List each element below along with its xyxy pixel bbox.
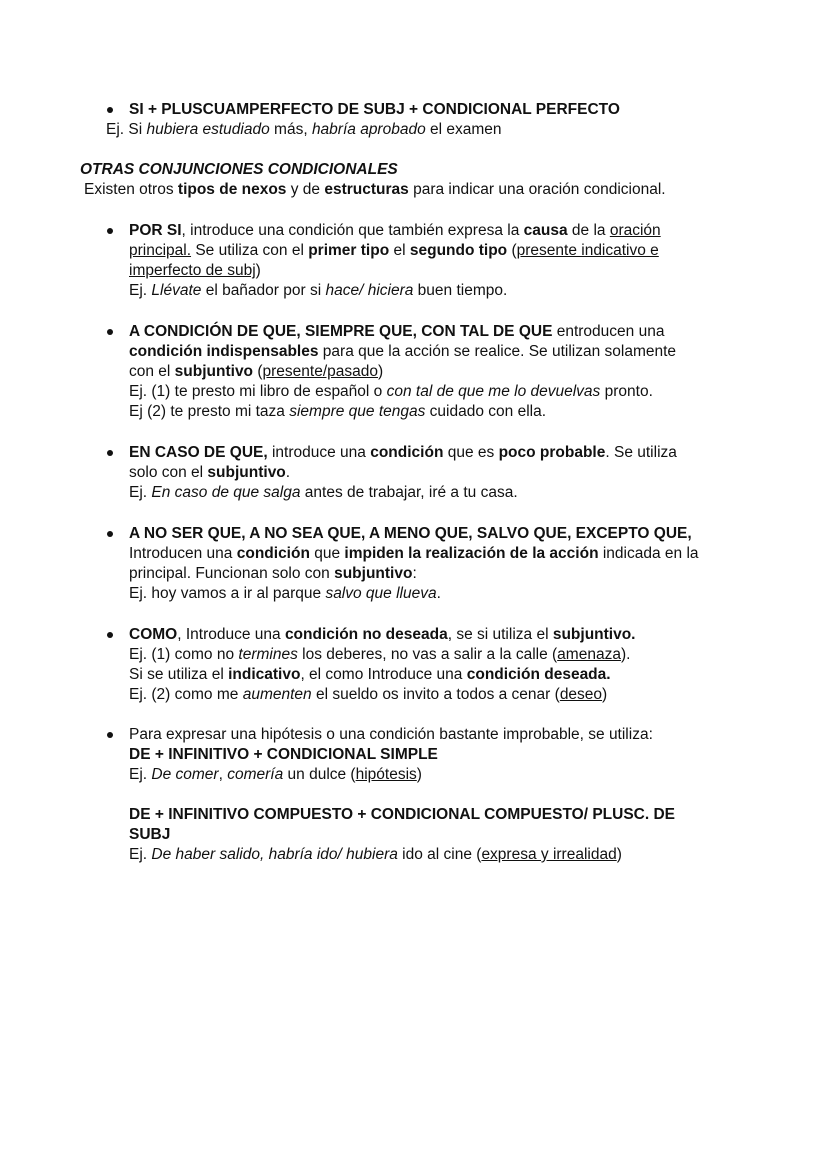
text: el sueldo os invito a todos a cenar ( [311, 686, 560, 703]
text: introduce una [267, 444, 371, 461]
text: Ej. hoy vamos a ir al parque [129, 585, 326, 602]
text: antes de trabajar, iré a tu casa. [300, 484, 518, 501]
text-underlined: imperfecto de subj [129, 262, 256, 279]
example-line [129, 483, 769, 503]
text: Ej. (1) te presto mi libro de español o [129, 383, 387, 400]
text: más, [269, 121, 312, 138]
formula-line [129, 100, 769, 120]
text-bold: condición indispensables [129, 343, 319, 360]
text-bold: estructuras [324, 181, 409, 198]
text-bold: tipos de nexos [177, 181, 287, 198]
bullet-a-no-ser-que [129, 524, 769, 604]
bullet-icon [107, 531, 113, 537]
bullet-icon [107, 632, 113, 638]
section-title-text: OTRAS CONJUNCIONES CONDICIONALES [80, 161, 398, 178]
bullet-icon [107, 450, 113, 456]
text-italic: con tal de que me lo devuelvas [386, 383, 601, 400]
formula-line [129, 805, 769, 825]
bullet-icon [107, 329, 113, 335]
text-underlined: expresa y irrealidad [481, 846, 617, 863]
text-underlined: principal. [129, 242, 192, 259]
example-line [106, 120, 502, 140]
text: ) [416, 766, 422, 783]
text: Ej. (2) como me [129, 686, 243, 703]
text: un dulce ( [283, 766, 356, 783]
paragraph-line [129, 221, 769, 241]
text: buen tiempo. [413, 282, 508, 299]
text: Ej. (1) como no [129, 646, 239, 663]
example-line [129, 584, 769, 604]
text-underlined: presente indicativo e [516, 242, 659, 259]
section-title [80, 160, 398, 180]
text-italic: salvo que llueva [325, 585, 437, 602]
example-line [129, 845, 769, 865]
text-bold: primer tipo [308, 242, 390, 259]
text: Ej. [129, 484, 152, 501]
text-bold: subjuntivo [334, 565, 413, 582]
text-italic: De haber salido, habría ido/ hubiera [151, 846, 398, 863]
text: , introduce una condición que también expresa la [181, 222, 524, 239]
paragraph-line [129, 544, 769, 564]
text-bold: indicativo [228, 666, 301, 683]
example-line [129, 402, 769, 422]
text: y de [286, 181, 325, 198]
text-italic: hubiera estudiado [146, 121, 270, 138]
text-bold: subjuntivo. [552, 626, 636, 643]
text: con el [129, 363, 175, 380]
text-bold: A NO SER QUE, A NO SEA QUE, A MENO QUE, SALVO QUE, EXCEPTO QUE, [129, 525, 692, 542]
text-underlined: deseo [559, 686, 603, 703]
section-intro [84, 180, 666, 200]
text-bold: DE + INFINITIVO COMPUESTO + CONDICIONAL COMPUESTO/ PLUSC. DE [129, 806, 676, 823]
text-italic: habría aprobado [311, 121, 426, 138]
text-bold: EN CASO DE QUE, [129, 444, 268, 461]
text: el examen [425, 121, 502, 138]
text-bold: POR SI [129, 222, 182, 239]
text: pronto. [600, 383, 653, 400]
text-bold: subjuntivo [174, 363, 254, 380]
text: Ej. [129, 766, 152, 783]
text: para que la acción se realice. Se utilizan solamente [318, 343, 677, 360]
formula-line [129, 745, 769, 765]
bullet-por-si [129, 221, 769, 301]
bullet-en-caso-de-que [129, 443, 769, 503]
text: el bañador por si [201, 282, 326, 299]
bullet-icon [107, 228, 113, 234]
text-bold: condición [370, 444, 444, 461]
text: ). [620, 646, 631, 663]
text-bold: poco probable [498, 444, 606, 461]
text-bold: condición deseada. [466, 666, 611, 683]
text-italic: hace/ hiciera [325, 282, 414, 299]
text-italic: De comer [151, 766, 219, 783]
text-italic: Llévate [151, 282, 202, 299]
text: : [412, 565, 417, 582]
text: . Se utiliza [605, 444, 677, 461]
text-italic: comería [227, 766, 284, 783]
text: ) [255, 262, 261, 279]
example-line [129, 281, 769, 301]
text: , [218, 766, 228, 783]
text-bold: A CONDICIÓN DE QUE, SIEMPRE QUE, CON TAL DE QUE [129, 323, 553, 340]
paragraph-line [129, 665, 769, 685]
bullet-icon [107, 107, 113, 113]
paragraph-line [129, 241, 769, 261]
paragraph-line [129, 524, 769, 544]
text-bold: subjuntivo [207, 464, 286, 481]
formula-line [129, 825, 769, 845]
text: , Introduce una [177, 626, 285, 643]
text: . [285, 464, 291, 481]
example-line [129, 765, 769, 785]
text-bold: impiden la realización de la acción [344, 545, 599, 562]
paragraph-line [129, 625, 769, 645]
paragraph-line: Para expresar una hipótesis o una condición bastante improbable, se utiliza: [129, 726, 653, 743]
text: ) [377, 363, 384, 380]
text-bold: SUBJ [129, 826, 171, 843]
text: Introducen una [129, 545, 237, 562]
paragraph-line [129, 342, 769, 362]
formula-text: SI + PLUSCUAMPERFECTO DE SUBJ + CONDICIONAL PERFECTO [129, 101, 620, 118]
text: , se si utiliza el [447, 626, 553, 643]
text: Ej. [129, 282, 152, 299]
bullet-hipotesis [129, 725, 769, 865]
text: Ej. Si [106, 121, 147, 138]
example-line [129, 645, 769, 665]
paragraph-line [129, 322, 769, 342]
text: el [389, 242, 410, 259]
paragraph-line [129, 443, 769, 463]
example-line [129, 685, 769, 705]
bullet-si-pluscuamperfecto [129, 100, 769, 120]
text: ) [616, 846, 622, 863]
text: entroducen una [552, 323, 665, 340]
text: ido al cine ( [397, 846, 482, 863]
paragraph-line [129, 362, 769, 382]
example-line [129, 382, 769, 402]
text: Ej. [129, 846, 152, 863]
text: cuidado con ella. [425, 403, 547, 420]
text: . [436, 585, 441, 602]
text: , el como Introduce una [300, 666, 467, 683]
text-bold: condición no deseada [284, 626, 448, 643]
text: que es [443, 444, 499, 461]
text-underlined: hipótesis [355, 766, 417, 783]
text: Si se utiliza el [129, 666, 229, 683]
text: de la [567, 222, 610, 239]
bullet-a-condicion-de-que [129, 322, 769, 422]
bullet-icon [107, 732, 113, 738]
text: los deberes, no vas a salir a la calle ( [297, 646, 558, 663]
bullet-como [129, 625, 769, 705]
text: Existen otros [84, 181, 178, 198]
text-underlined: presente/pasado [262, 363, 378, 380]
text-bold: condición [236, 545, 310, 562]
text-bold: DE + INFINITIVO + CONDICIONAL SIMPLE [129, 746, 438, 763]
paragraph-line [129, 463, 769, 483]
text-underlined: amenaza [557, 646, 621, 663]
paragraph-line [129, 261, 769, 281]
text-underlined: oración [609, 222, 661, 239]
text: para indicar una oración condicional. [408, 181, 666, 198]
text: ( [253, 363, 263, 380]
text: Se utiliza con el [191, 242, 309, 259]
text-bold: COMO [129, 626, 178, 643]
text-italic: En caso de que salga [151, 484, 301, 501]
text-bold: causa [523, 222, 568, 239]
text: ( [507, 242, 517, 259]
paragraph-line [129, 564, 769, 584]
text: ) [602, 686, 608, 703]
text: indicada en la [598, 545, 699, 562]
text-bold: segundo tipo [409, 242, 508, 259]
text: solo con el [129, 464, 208, 481]
text-italic: siempre que tengas [289, 403, 426, 420]
text-italic: aumenten [242, 686, 312, 703]
text-italic: termines [238, 646, 298, 663]
text: principal. Funcionan solo con [129, 565, 335, 582]
text: que [309, 545, 345, 562]
text: Ej (2) te presto mi taza [129, 403, 290, 420]
spacer [129, 785, 769, 805]
